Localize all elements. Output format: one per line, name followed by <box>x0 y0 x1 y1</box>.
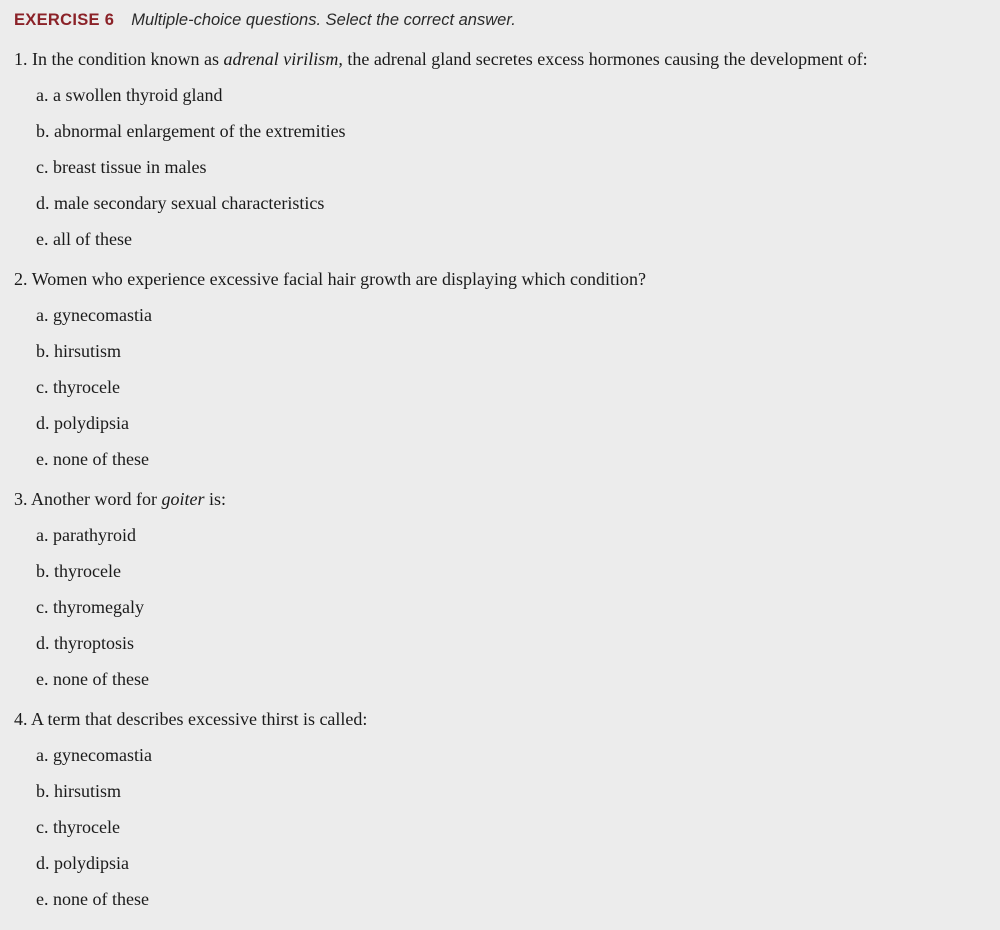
question-3-text <box>14 488 995 510</box>
option-label: d. <box>36 853 50 873</box>
question-4-number: 4. <box>14 709 28 729</box>
question-2-text <box>14 268 995 290</box>
option-text: thyromegaly <box>53 597 144 617</box>
question-1-option-d <box>36 192 995 214</box>
question-1-text-italic: adrenal virilism, <box>223 49 343 69</box>
question-2 <box>14 268 995 470</box>
question-4-option-e <box>36 888 995 910</box>
option-text: thyrocele <box>53 377 120 397</box>
question-2-text-before: Women who experience excessive facial hair growth are displaying which condition? <box>31 269 647 289</box>
question-1-option-a <box>36 84 995 106</box>
question-1-text-after: the adrenal gland secretes excess hormones causing the development of: <box>342 49 868 69</box>
option-text: none of these <box>53 889 149 909</box>
option-text: male secondary sexual characteristics <box>54 193 325 213</box>
option-label: e. <box>36 449 49 469</box>
question-3-options <box>14 524 995 690</box>
option-text: a swollen thyroid gland <box>53 85 223 105</box>
question-1 <box>14 48 995 250</box>
question-1-option-e <box>36 228 995 250</box>
option-label: a. <box>36 85 49 105</box>
question-3-option-e <box>36 668 995 690</box>
question-2-option-c <box>36 376 995 398</box>
question-2-option-a <box>36 304 995 326</box>
question-2-option-d <box>36 412 995 434</box>
option-label: e. <box>36 669 49 689</box>
option-label: c. <box>36 597 49 617</box>
option-label: e. <box>36 229 49 249</box>
option-text: hirsutism <box>54 341 122 361</box>
option-text: gynecomastia <box>53 305 152 325</box>
question-3-text-before: Another word for <box>31 489 162 509</box>
option-label: b. <box>36 341 50 361</box>
option-label: d. <box>36 193 50 213</box>
question-3-option-c <box>36 596 995 618</box>
question-4-option-b <box>36 780 995 802</box>
option-text: polydipsia <box>54 853 129 873</box>
question-3-number: 3. <box>14 489 28 509</box>
option-text: none of these <box>53 669 149 689</box>
option-label: e. <box>36 889 49 909</box>
option-text: thyrocele <box>53 817 120 837</box>
question-4-options <box>14 744 995 910</box>
option-text: abnormal enlargement of the extremities <box>54 121 346 141</box>
option-label: c. <box>36 817 49 837</box>
option-label: a. <box>36 745 49 765</box>
option-text: breast tissue in males <box>53 157 207 177</box>
option-label: c. <box>36 377 49 397</box>
question-3-option-a <box>36 524 995 546</box>
question-3 <box>14 488 995 690</box>
question-3-text-italic: goiter <box>161 489 205 509</box>
question-2-option-b <box>36 340 995 362</box>
option-text: thyrocele <box>54 561 121 581</box>
question-1-text-before: In the condition known as <box>32 49 224 69</box>
question-1-options <box>14 84 995 250</box>
exercise-header <box>14 10 995 30</box>
question-1-text <box>14 48 995 70</box>
option-label: b. <box>36 121 50 141</box>
option-label: b. <box>36 781 50 801</box>
exercise-label: EXERCISE 6 <box>14 11 115 29</box>
option-text: none of these <box>53 449 149 469</box>
option-text: polydipsia <box>54 413 129 433</box>
question-3-option-d <box>36 632 995 654</box>
option-label: d. <box>36 413 50 433</box>
question-4-option-c <box>36 816 995 838</box>
question-2-number: 2. <box>14 269 28 289</box>
option-label: a. <box>36 525 49 545</box>
question-4 <box>14 708 995 910</box>
question-1-number: 1. <box>14 49 28 69</box>
question-1-option-c <box>36 156 995 178</box>
question-4-option-d <box>36 852 995 874</box>
option-text: hirsutism <box>54 781 122 801</box>
option-text: all of these <box>53 229 132 249</box>
exercise-instructions: Multiple-choice questions. Select the correct answer. <box>131 11 516 29</box>
question-1-option-b <box>36 120 995 142</box>
option-label: a. <box>36 305 49 325</box>
option-label: d. <box>36 633 50 653</box>
question-4-text <box>14 708 995 730</box>
option-text: thyroptosis <box>54 633 135 653</box>
question-4-option-a <box>36 744 995 766</box>
question-4-text-before: A term that describes excessive thirst is called: <box>31 709 368 729</box>
option-text: gynecomastia <box>53 745 152 765</box>
question-2-option-e <box>36 448 995 470</box>
question-2-options <box>14 304 995 470</box>
option-text: parathyroid <box>53 525 136 545</box>
option-label: b. <box>36 561 50 581</box>
question-3-text-after: is: <box>204 489 226 509</box>
option-label: c. <box>36 157 49 177</box>
question-3-option-b <box>36 560 995 582</box>
